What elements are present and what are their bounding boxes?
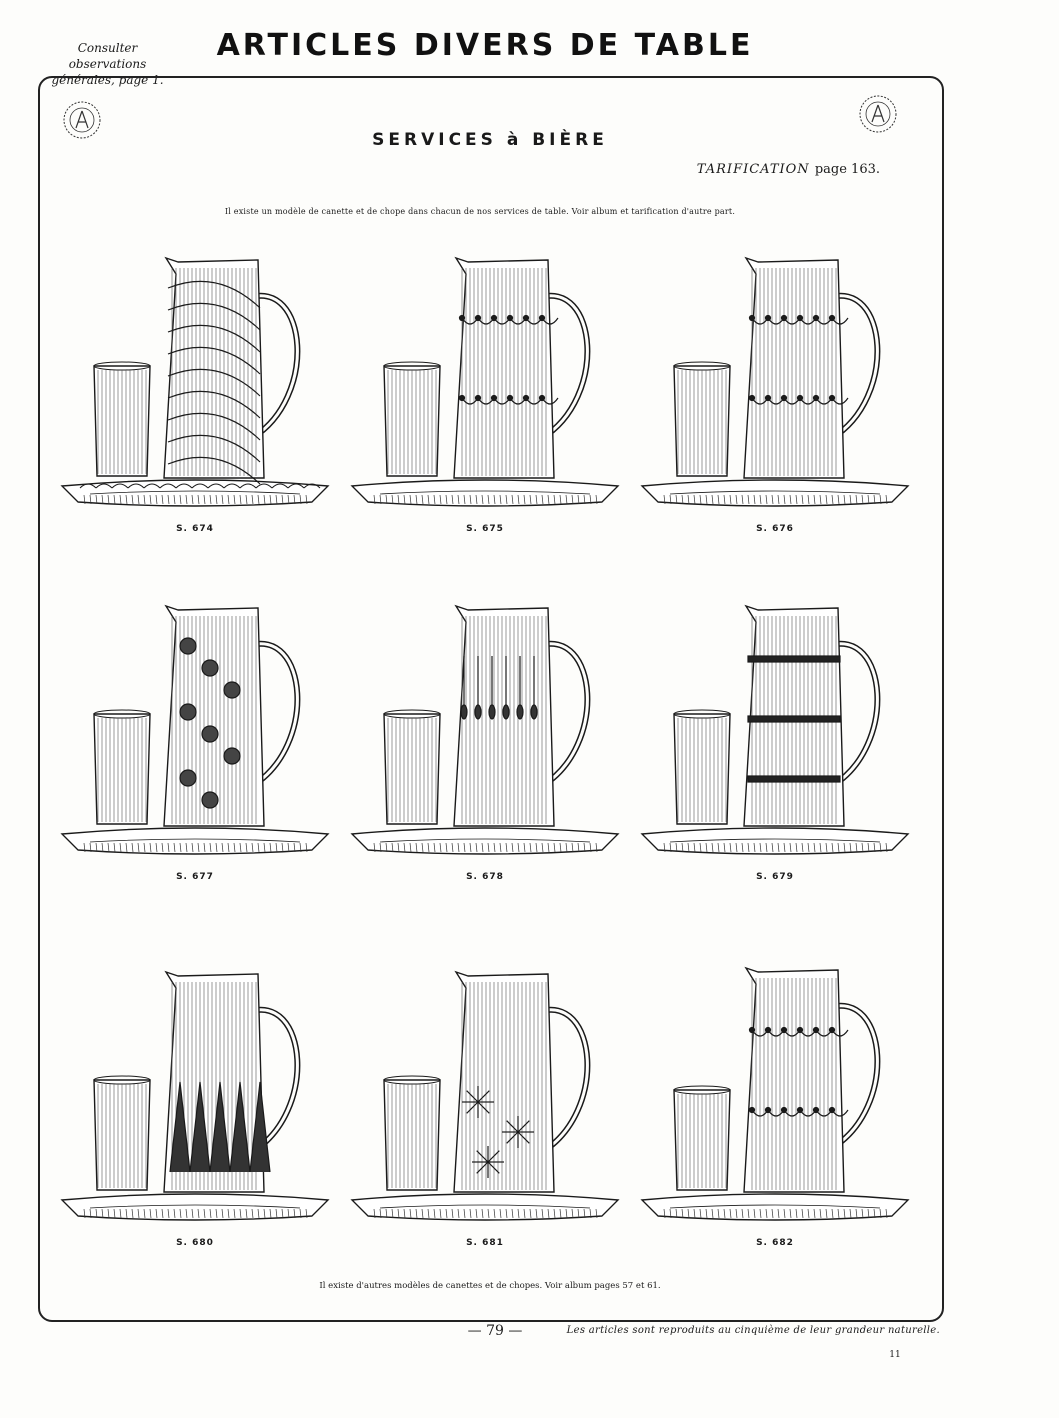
seal-left-icon	[62, 100, 102, 140]
beer-pitcher	[744, 968, 877, 1192]
tray	[642, 1194, 908, 1220]
beer-glass	[384, 710, 440, 824]
service-illustration	[630, 962, 920, 1234]
page-title: ARTICLES DIVERS DE TABLE	[216, 28, 754, 63]
beer-glass	[674, 710, 730, 824]
header-note-line1: Consulter observations	[68, 41, 147, 71]
service-label: S. 679	[756, 872, 794, 882]
footer-note: Il existe d'autres modèles de canettes et de chopes. Voir album pages 57 et 61.	[319, 1281, 661, 1291]
tray	[642, 480, 908, 506]
intro-note: Il existe un modèle de canette et de chope dans chacun de nos services de table. Voir album et tarification d'autre part.	[224, 207, 736, 216]
service-illustration	[50, 962, 340, 1234]
service-item	[50, 248, 340, 538]
page-number: — 79 —	[467, 1323, 523, 1339]
header-note-line2: générales, page 1.	[51, 73, 164, 87]
tray	[62, 1194, 328, 1220]
beer-glass	[94, 362, 150, 476]
service-label: S. 677	[176, 872, 214, 882]
tray	[642, 828, 908, 854]
beer-pitcher	[744, 258, 877, 478]
service-label: S. 676	[756, 524, 794, 534]
sheet-mark: 11	[889, 1350, 901, 1360]
service-item	[340, 248, 630, 538]
service-item	[340, 596, 630, 886]
section-title: SERVICES à BIÈRE	[372, 130, 608, 150]
tray	[62, 828, 328, 854]
beer-pitcher	[164, 606, 297, 826]
beer-glass	[94, 1076, 150, 1190]
tray	[352, 480, 618, 506]
service-item	[340, 962, 630, 1252]
service-item	[630, 596, 920, 886]
beer-glass	[94, 710, 150, 824]
beer-pitcher	[454, 972, 587, 1192]
service-label: S. 675	[466, 524, 504, 534]
beer-glass	[384, 1076, 440, 1190]
beer-glass	[674, 1086, 730, 1190]
beer-pitcher	[454, 258, 587, 478]
beer-glass	[384, 362, 440, 476]
tray	[62, 480, 328, 506]
service-label: S. 674	[176, 524, 214, 534]
beer-pitcher	[744, 606, 877, 826]
service-label: S. 680	[176, 1238, 214, 1248]
beer-glass	[674, 362, 730, 476]
service-item	[50, 596, 340, 886]
tarif-label: TARIFICATION	[696, 162, 810, 177]
tray	[352, 1194, 618, 1220]
service-item	[630, 962, 920, 1252]
tray	[352, 828, 618, 854]
service-illustration	[630, 596, 920, 868]
service-illustration	[630, 248, 920, 520]
service-illustration	[340, 248, 630, 520]
scale-note: Les articles sont reproduits au cinquième de leur grandeur naturelle.	[566, 1325, 940, 1336]
service-illustration	[50, 248, 340, 520]
service-label: S. 681	[466, 1238, 504, 1248]
tarif-reference	[660, 162, 880, 177]
service-illustration	[50, 596, 340, 868]
service-illustration	[340, 596, 630, 868]
beer-pitcher	[454, 606, 587, 826]
service-label: S. 678	[466, 872, 504, 882]
beer-pitcher	[164, 972, 297, 1192]
service-label: S. 682	[756, 1238, 794, 1248]
service-item	[630, 248, 920, 538]
tarif-page: page 163.	[814, 162, 880, 177]
service-illustration	[340, 962, 630, 1234]
service-item	[50, 962, 340, 1252]
beer-pitcher	[164, 258, 297, 484]
seal-right-icon	[858, 94, 898, 134]
